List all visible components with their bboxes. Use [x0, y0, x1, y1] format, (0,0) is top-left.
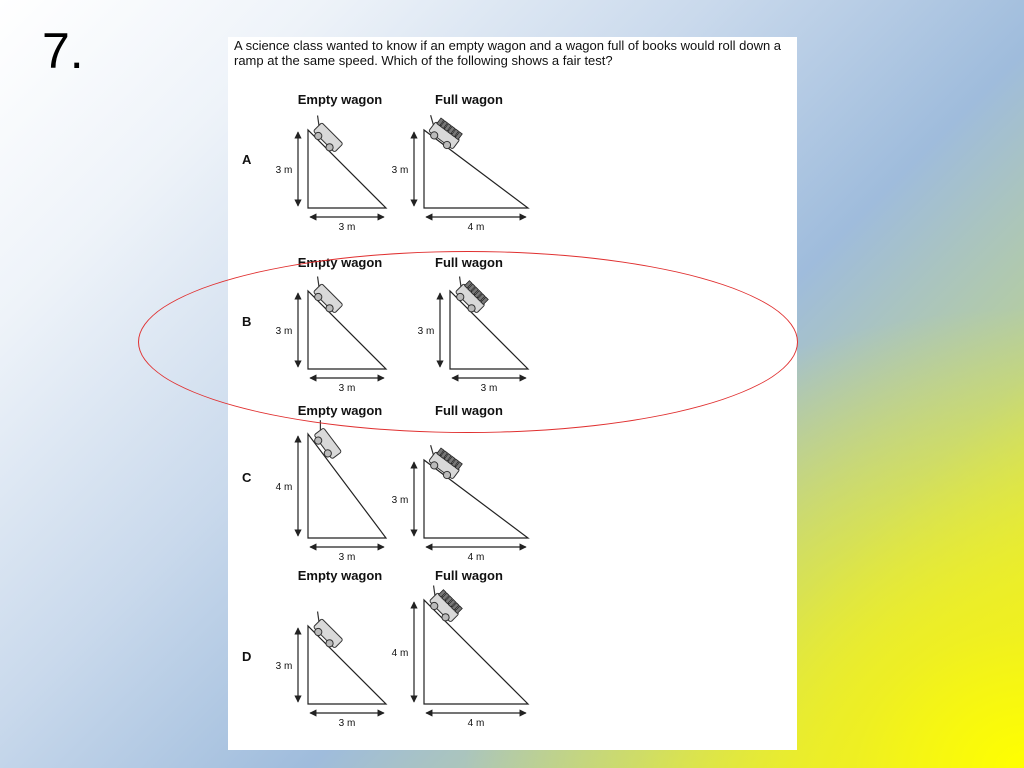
ramp-triangle: [424, 460, 528, 538]
ramp-triangle: [308, 434, 386, 538]
option-a: [242, 92, 528, 233]
full-wagon-header: Full wagon: [435, 568, 503, 583]
empty-wagon-ramp: [276, 611, 386, 729]
empty-wagon-header: Empty wagon: [297, 92, 383, 107]
full-wagon-ramp: [392, 112, 528, 233]
full-wagon-header: Full wagon: [435, 92, 503, 107]
empty-wagon-header: Empty wagon: [297, 255, 383, 270]
height-label: 3 m: [275, 326, 293, 337]
full-wagon-header: Full wagon: [435, 403, 503, 418]
full-wagon-header: Full wagon: [435, 255, 503, 270]
height-label: 3 m: [417, 326, 435, 337]
empty-wagon-icon: [305, 611, 344, 650]
base-label: 3 m: [338, 383, 356, 394]
question-text: A science class wanted to know if an empty wagon and a wagon full of books would roll down a ramp at the same speed. Which of the following shows a fair test?: [234, 38, 782, 68]
option-d: [242, 568, 528, 729]
base-label: 4 m: [467, 552, 485, 563]
empty-wagon-icon: [305, 115, 344, 154]
base-label: 4 m: [467, 718, 485, 729]
base-label: 3 m: [338, 222, 356, 233]
height-label: 3 m: [275, 165, 293, 176]
option-letter: B: [242, 314, 252, 329]
ramp-triangle: [424, 130, 528, 208]
full-wagon-ramp: [392, 583, 528, 729]
slide-number: 7.: [42, 23, 84, 79]
height-label: 3 m: [275, 661, 293, 672]
base-label: 4 m: [467, 222, 485, 233]
option-letter: A: [242, 152, 252, 167]
base-label: 3 m: [338, 718, 356, 729]
ramp-triangle: [308, 626, 386, 704]
answer-highlight-ellipse: [138, 251, 798, 433]
height-label: 4 m: [275, 482, 293, 493]
empty-wagon-ramp: [276, 420, 386, 563]
empty-wagon-icon: [306, 420, 343, 461]
empty-wagon-header: Empty wagon: [297, 403, 383, 418]
option-letter: C: [242, 470, 252, 485]
empty-wagon-header: Empty wagon: [297, 568, 383, 583]
ramp-triangle: [424, 600, 528, 704]
empty-wagon-ramp: [276, 115, 386, 233]
option-letter: D: [242, 649, 252, 664]
ramp-triangle: [308, 130, 386, 208]
height-label: 3 m: [391, 495, 409, 506]
base-label: 3 m: [338, 552, 356, 563]
height-label: 3 m: [391, 165, 409, 176]
full-wagon-ramp: [392, 442, 528, 563]
height-label: 4 m: [391, 648, 409, 659]
base-label: 3 m: [480, 383, 498, 394]
